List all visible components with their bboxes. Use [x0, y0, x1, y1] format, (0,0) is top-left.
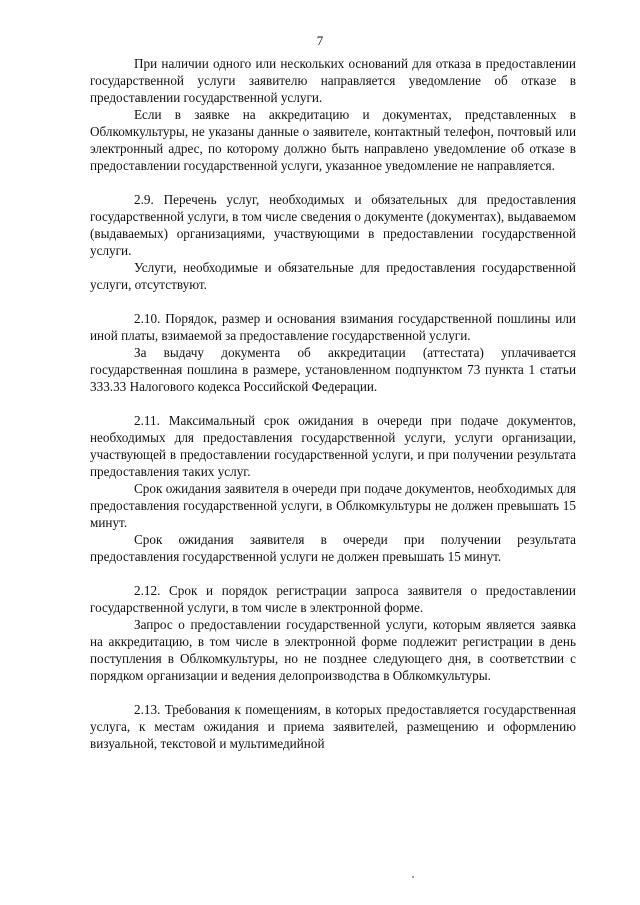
paragraph-request-registration: Запрос о предоставлении государственной услуги, которым является заявка на аккредитацию, в том числе в электронной форме подлежит регистрации в день поступления в Облкомкультуры, но не позднее следующего дня, в соответствии с порядком организации и ведения делопроизводства в Облкомкультуры. [90, 617, 576, 683]
paragraph-refusal-notice: При наличии одного или нескольких оснований для отказа в предоставлении государственной услуги заявителю направляется уведомление об отказе в предоставлении государственной услуги. [90, 56, 576, 105]
section-2-13-heading: 2.13. Требования к помещениям, в которых предоставляется государственная услуга, к местам ожидания и приема заявителей, размещению и оформлению визуальной, текстовой и мультимедийной [90, 702, 576, 751]
section-2-10-heading: 2.10. Порядок, размер и основания взимания государственной пошлины или иной платы, взимаемой за предоставление государственной услуги. [90, 311, 576, 343]
paragraph-no-required-services: Услуги, необходимые и обязательные для предоставления государственной услуги, отсутствуют. [90, 260, 576, 292]
page-number: 7 [316, 33, 324, 48]
paragraph-no-contact-data: Если в заявке на аккредитацию и документах, представленных в Облкомкультуры, не указаны данные о заявителе, контактный телефон, почтовый или электронный адрес, по которому должно быть направлено уведомление об отказе в предоставлении государственной услуги, указанное уведомление не направляется. [90, 107, 576, 173]
paragraph-state-fee: За выдачу документа об аккредитации (аттестата) уплачивается государственная пошлина в размере, установленном подпунктом 73 пункта 1 статьи 333.33 Налогового кодекса Российской Федерации. [90, 345, 576, 394]
section-2-9-heading: 2.9. Перечень услуг, необходимых и обязательных для предоставления государственной услуги, в том числе сведения о документе (документах), выдаваемом (выдаваемых) организациями, участвующими в предоставлении государственной услуги. [90, 192, 576, 258]
paragraph-queue-submission: Срок ожидания заявителя в очереди при подаче документов, необходимых для предоставления государственной услуги, в Облкомкультуры не должен превышать 15 минут. [90, 481, 576, 530]
paragraph-queue-result: Срок ожидания заявителя в очереди при получении результата предоставления государственной услуги не должен превышать 15 минут. [90, 532, 576, 564]
document-body [90, 55, 576, 752]
section-2-12-heading: 2.12. Срок и порядок регистрации запроса заявителя о предоставлении государственной услуги, в том числе в электронной форме. [90, 583, 576, 615]
section-2-11-heading: 2.11. Максимальный срок ожидания в очереди при подаче документов, необходимых для предоставления государственной услуги, услуги организации, участвующей в предоставлении государственной услуги, и при получении результата предоставления таких услуг. [90, 413, 576, 479]
scan-artifact [412, 876, 414, 878]
